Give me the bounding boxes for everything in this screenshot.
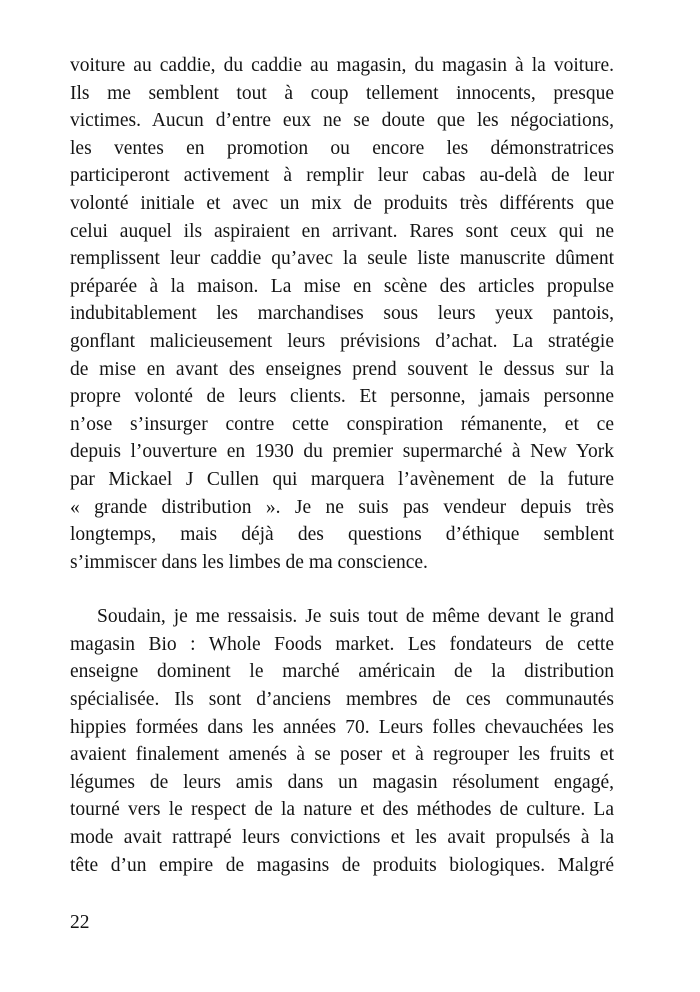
text-line: tête d’un empire de magasins de produits biologiques. Malgré	[70, 854, 614, 876]
text-line: Ils me semblent tout à coup tellement innocents, presque	[70, 82, 614, 104]
text-line: mode avait rattrapé leurs convictions et les avait propulsés à la	[70, 827, 614, 849]
text-line: tourné vers le respect de la nature et des méthodes de culture. La	[70, 799, 614, 821]
text-line: de mise en avant des enseignes prend souvent le dessus sur la	[70, 358, 614, 380]
text-line: remplissent leur caddie qu’avec la seule liste manuscrite dûment	[70, 248, 614, 270]
text-line: participeront activement à remplir leur cabas au-delà de leur	[70, 165, 614, 187]
text-line: depuis l’ouverture en 1930 du premier supermarché à New York	[70, 441, 614, 463]
paragraph-2	[70, 603, 614, 879]
page-body	[70, 52, 614, 879]
text-line: « grande distribution ». Je ne suis pas vendeur depuis très	[70, 496, 614, 518]
text-line: par Mickael J Cullen qui marquera l’avènement de la future	[70, 468, 614, 490]
text-line: avaient finalement amenés à se poser et à regrouper les fruits et	[70, 744, 614, 766]
text-line: s’immiscer dans les limbes de ma conscience.	[70, 551, 428, 573]
paragraph-1	[70, 52, 614, 576]
text-line: propre volonté de leurs clients. Et personne, jamais personne	[70, 386, 614, 408]
text-line: voiture au caddie, du caddie au magasin, du magasin à la voiture.	[70, 55, 614, 76]
text-line: les ventes en promotion ou encore les démonstratrices	[70, 137, 614, 159]
text-line: enseigne dominent le marché américain de la distribution	[70, 661, 614, 683]
text-line: victimes. Aucun d’entre eux ne se doute que les négociations,	[70, 110, 614, 132]
text-line: spécialisée. Ils sont d’anciens membres de ces communautés	[70, 689, 614, 711]
text-line: gonflant malicieusement leurs prévisions d’achat. La stratégie	[70, 330, 614, 352]
text-line: indubitablement les marchandises sous leurs yeux pantois,	[70, 303, 614, 325]
text-line: n’ose s’insurger contre cette conspiration rémanente, et ce	[70, 413, 614, 435]
text-line: volonté initiale et avec un mix de produits très différents que	[70, 192, 614, 214]
text-line: magasin Bio : Whole Foods market. Les fondateurs de cette	[70, 633, 614, 655]
text-line: longtemps, mais déjà des questions d’éthique semblent	[70, 524, 614, 546]
text-line: préparée à la maison. La mise en scène des articles propulse	[70, 275, 614, 297]
text-line: hippies formées dans les années 70. Leurs folles chevauchées les	[70, 716, 614, 738]
text-line: celui auquel ils aspiraient en arrivant. Rares sont ceux qui ne	[70, 220, 614, 242]
text-line: Soudain, je me ressaisis. Je suis tout de même devant le grand	[97, 606, 614, 628]
page-number: 22	[70, 912, 90, 933]
text-line: légumes de leurs amis dans un magasin résolument engagé,	[70, 771, 614, 793]
